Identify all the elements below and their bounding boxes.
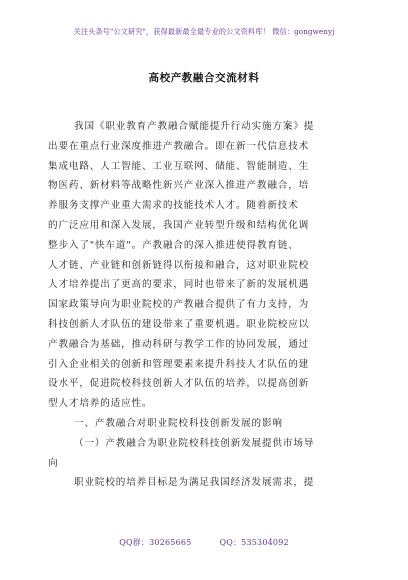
header-banner: 关注头条号"公文研究"，获得最新最全最专业的公文资料库！ 微信：gongwenyj — [73, 27, 335, 36]
subsection-heading-continued: 向 — [48, 457, 59, 469]
body-line: 物医药、新材料等战略性新兴产业深入推进产教融合，培 — [48, 180, 310, 192]
body-line: 整步入了"快车道"。产教融合的深入推进使得教育链、 — [48, 239, 299, 251]
body-line: 人才培养提出了更高的要求，同时也带来了新的发展机遇 — [48, 279, 310, 291]
footer-qq-group: QQ群：30265665 — [119, 538, 192, 547]
body-line: 设水平，促进院校科技创新人才队伍的培养，以提高创新 — [48, 378, 310, 390]
body-line: 引入企业相关的创新和管理要素来提升科技人才队伍的建 — [48, 358, 310, 370]
body-line: 职业院校的培养目标是为满足我国经济发展需求，提 — [74, 477, 315, 489]
body-line: 产教融合为基础，推动科研与教学工作的协同发展，通过 — [48, 338, 310, 350]
body-line: 养服务支撑产业重大需求的技能技术人才。随着新技术 — [48, 200, 299, 212]
footer-contact — [0, 537, 408, 548]
document-title: 高校产教融合交流材料 — [148, 72, 260, 84]
body-line: 国家政策导向为职业院校的产教融合提供了有力支持，为 — [48, 299, 310, 311]
section-heading: 一、产教融合对职业院校科技创新发展的影响 — [74, 417, 283, 429]
body-line: 集成电路、人工智能、工业互联网、储能、智能制造、生 — [48, 160, 310, 172]
subsection-heading: （一）产教融合为职业院校科技创新发展提供市场导 — [74, 437, 315, 449]
body-line: 型人才培养的适应性。 — [48, 398, 153, 410]
body-line: 的广泛应用和深入发展，我国产业转型升级和结构优化调 — [48, 219, 310, 231]
body-line: 人才链、产业链和创新链得以衔接和融合，这对职业院校 — [48, 259, 310, 271]
body-line: 出要在重点行业深度推进产教融合。即在新一代信息技术 — [48, 140, 310, 152]
body-line: 我国《职业教育产教融合赋能提升行动实施方案》提 — [74, 121, 315, 132]
body-line: 科技创新人才队伍的建设带来了重要机遇。职业院校应以 — [48, 318, 310, 330]
document-body — [48, 117, 352, 493]
footer-qq: QQ：535304092 — [219, 538, 289, 547]
